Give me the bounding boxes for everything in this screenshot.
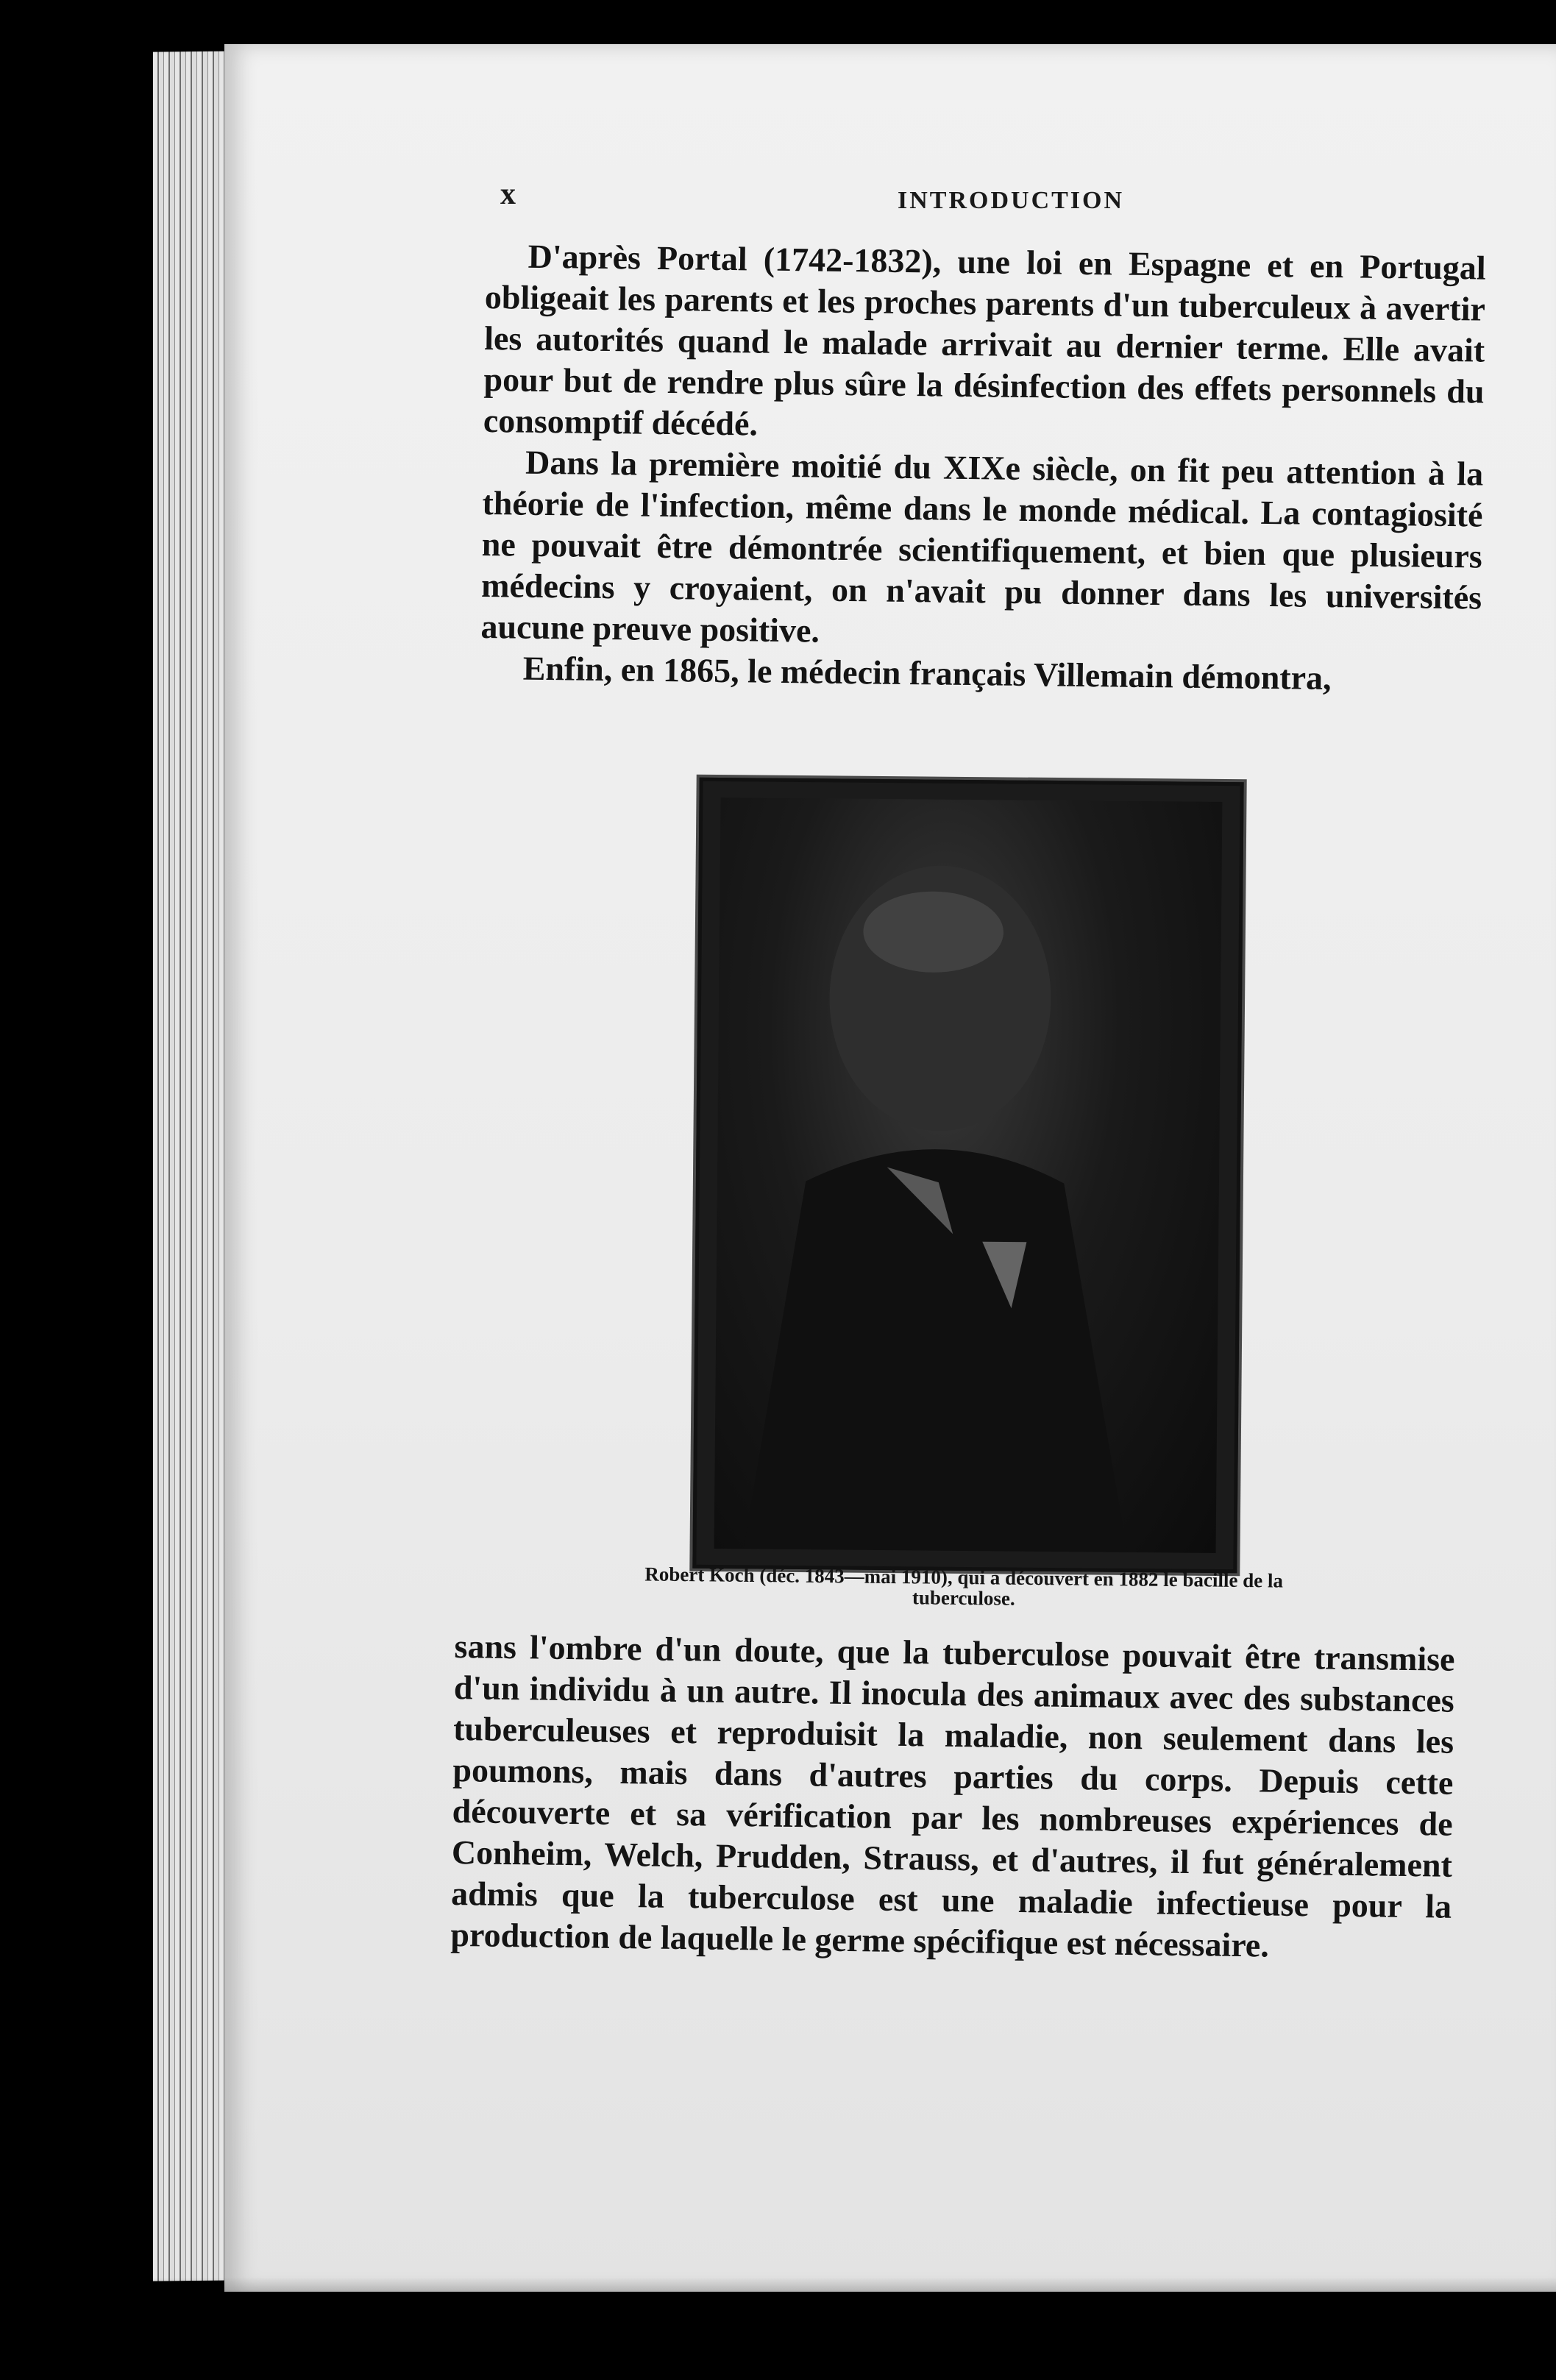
paragraph-xix-century: Dans la première moitié du XIXe siècle, on fit peu attention à la théorie de l'infection, même dans le monde médical. La contagiosité ne pouvait être démontrée scientifiquement, et bien que plusieurs médecins y croyaient, on n'avait pu donner dans les universités aucune preuve positive. bbox=[480, 443, 1484, 650]
paragraph-villemain: Enfin, en 1865, le médecin français Villemain démontra, bbox=[522, 649, 1332, 697]
caption-line-2: tuberculose. bbox=[912, 1586, 1015, 1610]
text-block-bottom bbox=[450, 1626, 1455, 1969]
portrait-image bbox=[714, 798, 1223, 1553]
text-block-top bbox=[480, 235, 1485, 701]
page-bottom-shadow bbox=[81, 2277, 1556, 2380]
page-number: x bbox=[500, 177, 516, 211]
portrait-caption bbox=[544, 1563, 1384, 1613]
paragraph-portal: D'après Portal (1742-1832), une loi en Espagne et en Portugal obligeait les parents et les proches parents d'un tuberculeux à avertir les autorités quand le malade arrivait au dernier terme. Elle avait pour but de rendre plus sûre la désinfection des effets personnels du consomptif décédé. bbox=[483, 237, 1486, 443]
portrait-silhouette bbox=[714, 798, 1223, 1553]
paragraph-transmission: sans l'ombre d'un doute, que la tuberculose pouvait être transmise d'un individu à un autre. Il inocula des animaux avec des substances tuberculeuses et reproduisit la maladie, non seulement dans les poumons, mais dans d'autres parties du corps. Depuis cette découverte et sa vérification par les nombreuses expériences de Conheim, Welch, Prudden, Strauss, et d'autres, il fut généralement admis que la tuberculose est une maladie infectieuse pour la production de laquelle le germe spécifique est nécessaire. bbox=[450, 1627, 1455, 1964]
running-title: INTRODUCTION bbox=[898, 187, 1125, 214]
caption-line-1: Robert Koch (déc. 1843—mai 1910), qui a découvert en 1882 le bacille de la bbox=[644, 1563, 1284, 1592]
portrait-photo bbox=[692, 778, 1243, 1573]
